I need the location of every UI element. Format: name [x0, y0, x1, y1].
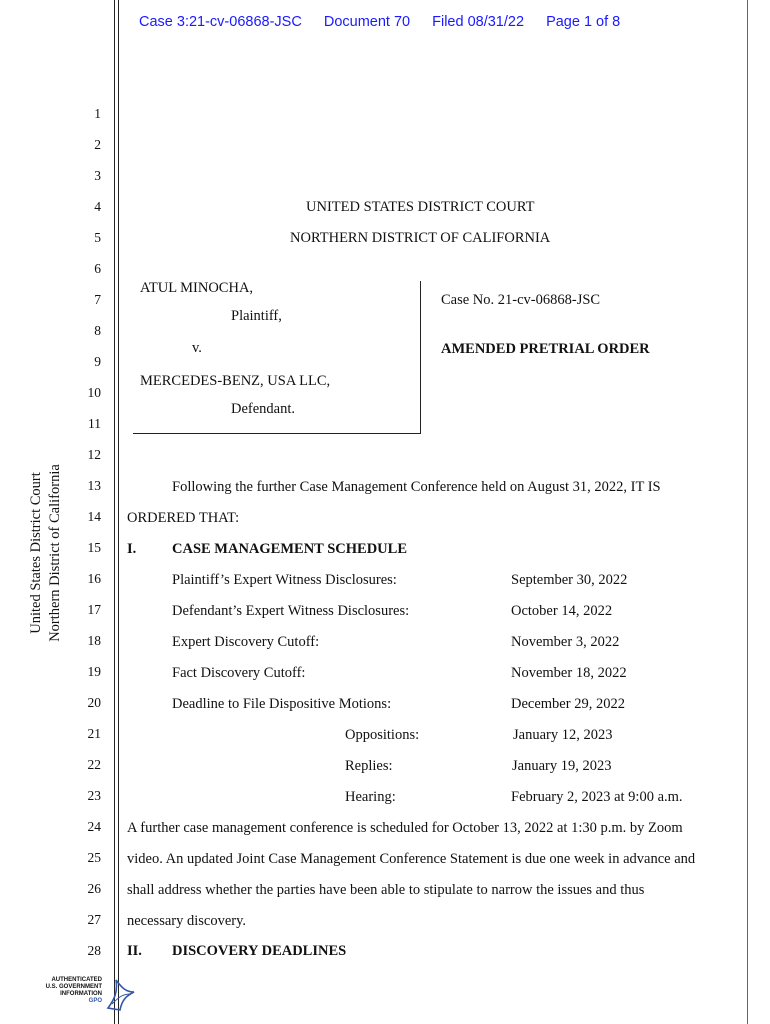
paragraph-line: A further case management conference is scheduled for October 13, 2022 at 1:30 p.m. by Zoom: [127, 820, 683, 836]
line-number: 4: [94, 199, 101, 214]
plaintiff-name: ATUL MINOCHA,: [140, 280, 254, 296]
line-number: 26: [87, 881, 101, 896]
schedule-sublabel: Hearing:: [345, 789, 396, 805]
line-number: 14: [87, 509, 101, 524]
gpo-authentication-seal: [44, 974, 134, 1014]
schedule-date: September 30, 2022: [511, 572, 628, 588]
court-name: UNITED STATES DISTRICT COURT: [306, 199, 535, 215]
schedule-date: December 29, 2022: [511, 696, 625, 712]
schedule-date: February 2, 2023 at 9:00 a.m.: [511, 789, 683, 805]
line-number: 8: [94, 323, 101, 338]
paragraph-line: shall address whether the parties have been able to stipulate to narrow the issues and thus: [127, 882, 645, 898]
line-number: 28: [87, 943, 101, 958]
plaintiff-role: Plaintiff,: [231, 308, 282, 324]
page-indicator: Page 1 of 8: [546, 14, 621, 30]
section-2-title: DISCOVERY DEADLINES: [172, 943, 347, 959]
schedule-label: Deadline to File Dispositive Motions:: [172, 696, 392, 712]
line-number: 3: [94, 168, 101, 183]
line-number: 10: [87, 385, 101, 400]
caption-divider: [420, 281, 421, 434]
case-number: Case 3:21-cv-06868-JSC: [139, 14, 302, 30]
line-number: 20: [87, 695, 101, 710]
line-number: 7: [94, 292, 101, 307]
document-title: AMENDED PRETRIAL ORDER: [441, 341, 650, 357]
paragraph-line: necessary discovery.: [127, 913, 247, 929]
gpo-seal-text: AUTHENTICATED U.S. GOVERNMENT INFORMATION GPO: [45, 977, 102, 1004]
line-number: 22: [87, 757, 101, 772]
left-margin-rule: [114, 0, 115, 1024]
line-number: 9: [94, 354, 101, 369]
defendant-name: MERCEDES-BENZ, USA LLC,: [140, 373, 331, 389]
document-number: Document 70: [323, 14, 411, 30]
paragraph-line: video. An updated Joint Case Management Conference Statement is due one week in advance and: [127, 851, 696, 867]
intro-line-2: ORDERED THAT:: [127, 510, 240, 526]
page-header: [139, 14, 638, 30]
line-number: 19: [87, 664, 101, 679]
line-number: 24: [87, 819, 101, 834]
sidebar-line-1: United States District Court: [28, 472, 44, 634]
section-2-number: II.: [127, 943, 142, 959]
line-number: 1: [94, 106, 101, 121]
line-number: 12: [87, 447, 101, 462]
sidebar-line-2: Northern District of California: [47, 464, 63, 642]
case-no: Case No. 21-cv-06868-JSC: [441, 292, 601, 308]
left-margin-rule-inner: [118, 0, 119, 1024]
schedule-date: October 14, 2022: [511, 603, 613, 619]
line-number: 2: [94, 137, 101, 152]
intro-line-1: Following the further Case Management Conference held on August 31, 2022, IT IS: [172, 479, 661, 495]
schedule-sublabel: Replies:: [345, 758, 393, 774]
section-1-number: I.: [127, 541, 137, 557]
schedule-label: Defendant’s Expert Witness Disclosures:: [172, 603, 410, 619]
line-number: 13: [87, 478, 101, 493]
schedule-label: Expert Discovery Cutoff:: [172, 634, 320, 650]
line-number: 27: [87, 912, 101, 927]
court-district: NORTHERN DISTRICT OF CALIFORNIA: [290, 230, 551, 246]
section-1-title: CASE MANAGEMENT SCHEDULE: [172, 541, 407, 557]
caption-underline: [133, 433, 421, 434]
versus: v.: [192, 340, 202, 356]
line-number: 17: [87, 602, 101, 617]
line-number: 15: [87, 540, 101, 555]
line-number: 18: [87, 633, 101, 648]
court-sidebar: [27, 458, 77, 648]
filed-date: Filed 08/31/22: [432, 14, 525, 30]
schedule-sublabel: Oppositions:: [345, 727, 420, 743]
schedule-date: January 19, 2023: [512, 758, 612, 774]
schedule-date: November 18, 2022: [511, 665, 627, 681]
line-number: 16: [87, 571, 101, 586]
line-number: 25: [87, 850, 101, 865]
eagle-icon: [100, 974, 140, 1014]
schedule-date: November 3, 2022: [511, 634, 620, 650]
defendant-role: Defendant.: [231, 401, 296, 417]
line-number: 6: [94, 261, 101, 276]
line-number: 5: [94, 230, 101, 245]
line-number: 11: [88, 416, 101, 431]
schedule-label: Plaintiff’s Expert Witness Disclosures:: [172, 572, 397, 588]
line-number: 21: [87, 726, 101, 741]
schedule-date: January 12, 2023: [513, 727, 613, 743]
schedule-label: Fact Discovery Cutoff:: [172, 665, 306, 681]
line-number: 23: [87, 788, 101, 803]
right-margin-rule: [747, 0, 748, 1024]
